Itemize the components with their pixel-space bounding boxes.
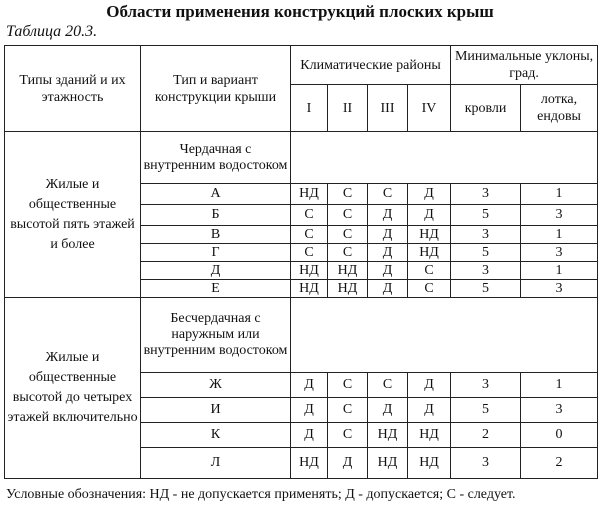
header-climatic-I: I [291, 85, 328, 132]
climatic-cell: НД [291, 184, 328, 205]
tray-slope-cell: 3 [521, 205, 598, 226]
roof-slope-cell: 3 [451, 373, 521, 398]
climatic-cell: Д [408, 373, 451, 398]
climatic-cell: С [291, 244, 328, 262]
roof-slope-cell: 5 [451, 398, 521, 423]
variant-cell: К [141, 423, 291, 448]
header-climatic-III: III [368, 85, 408, 132]
roof-slope-cell: 3 [451, 448, 521, 479]
climatic-cell: С [328, 244, 368, 262]
roof-variant-heading: Чердачная с внутренним водостоком [141, 132, 291, 184]
climatic-cell: Д [368, 398, 408, 423]
climatic-cell: НД [408, 244, 451, 262]
climatic-cell: С [328, 423, 368, 448]
variant-cell: И [141, 398, 291, 423]
climatic-cell: НД [328, 280, 368, 298]
climatic-cell: Д [328, 448, 368, 479]
climatic-cell: С [291, 226, 328, 244]
climatic-cell: Д [291, 398, 328, 423]
climatic-cell: С [328, 398, 368, 423]
variant-cell: Б [141, 205, 291, 226]
tray-slope-cell: 3 [521, 244, 598, 262]
climatic-cell: С [408, 262, 451, 280]
tray-slope-cell: 3 [521, 280, 598, 298]
climatic-cell: Д [368, 205, 408, 226]
climatic-cell: НД [291, 262, 328, 280]
climatic-cell: НД [408, 226, 451, 244]
climatic-cell: Д [368, 226, 408, 244]
building-type-cell: Жилые и общественные высотой пять этажей и более [5, 132, 141, 298]
climatic-cell: С [291, 205, 328, 226]
roof-slope-cell: 5 [451, 244, 521, 262]
climatic-cell: НД [408, 423, 451, 448]
header-roof-type: Тип и вариант конструкции крыши [141, 46, 291, 132]
climatic-cell: НД [291, 280, 328, 298]
variant-cell: Г [141, 244, 291, 262]
climatic-cell: НД [291, 448, 328, 479]
table-title: Области применения конструкций плоских крыш [106, 2, 494, 21]
climatic-cell: Д [368, 262, 408, 280]
climatic-cell: С [328, 184, 368, 205]
variant-cell: В [141, 226, 291, 244]
climatic-cell: С [408, 280, 451, 298]
legend-note: Условные обозначения: НД - не допускается применять; Д - допускается; С - следует. [6, 487, 516, 502]
climatic-cell: Д [408, 398, 451, 423]
climatic-cell: Д [368, 244, 408, 262]
climatic-cell: С [328, 373, 368, 398]
roof-slope-cell: 5 [451, 280, 521, 298]
climatic-cell: Д [291, 373, 328, 398]
roof-slope-cell: 3 [451, 226, 521, 244]
climatic-cell: С [368, 373, 408, 398]
climatic-cell: НД [408, 448, 451, 479]
header-climatic-II: II [328, 85, 368, 132]
tray-slope-cell: 1 [521, 262, 598, 280]
header-min-slopes: Минимальные уклоны, град. [451, 46, 598, 85]
climatic-cell: НД [368, 423, 408, 448]
tray-slope-cell: 1 [521, 184, 598, 205]
roof-slope-cell: 3 [451, 184, 521, 205]
variant-cell: Ж [141, 373, 291, 398]
tray-slope-cell: 1 [521, 373, 598, 398]
climatic-cell: НД [328, 262, 368, 280]
header-climatic-regions: Климатические районы [291, 46, 451, 85]
climatic-cell: Д [408, 205, 451, 226]
empty-cell [291, 132, 598, 184]
variant-cell: А [141, 184, 291, 205]
climatic-cell: НД [368, 448, 408, 479]
tray-slope-cell: 1 [521, 226, 598, 244]
variant-cell: Л [141, 448, 291, 479]
empty-cell [291, 298, 598, 373]
variant-cell: Д [141, 262, 291, 280]
header-tray-slope: лотка, ендовы [521, 85, 598, 132]
header-building-type: Типы зданий и их этажность [5, 46, 141, 132]
climatic-cell: Д [368, 280, 408, 298]
roof-slope-cell: 2 [451, 423, 521, 448]
tray-slope-cell: 2 [521, 448, 598, 479]
climatic-cell: Д [291, 423, 328, 448]
climatic-cell: С [328, 226, 368, 244]
building-type-cell: Жилые и общественные высотой до четырех этажей включительно [5, 298, 141, 479]
table-number: Таблица 20.3. [6, 23, 98, 40]
variant-cell: Е [141, 280, 291, 298]
header-roof-slope: кровли [451, 85, 521, 132]
climatic-cell: С [368, 184, 408, 205]
roof-application-table [4, 45, 598, 479]
tray-slope-cell: 3 [521, 398, 598, 423]
roof-slope-cell: 5 [451, 205, 521, 226]
tray-slope-cell: 0 [521, 423, 598, 448]
climatic-cell: С [328, 205, 368, 226]
header-climatic-IV: IV [408, 85, 451, 132]
roof-variant-heading: Бесчердачная с наружным или внутренним водостоком [141, 298, 291, 373]
climatic-cell: Д [408, 184, 451, 205]
roof-slope-cell: 3 [451, 262, 521, 280]
